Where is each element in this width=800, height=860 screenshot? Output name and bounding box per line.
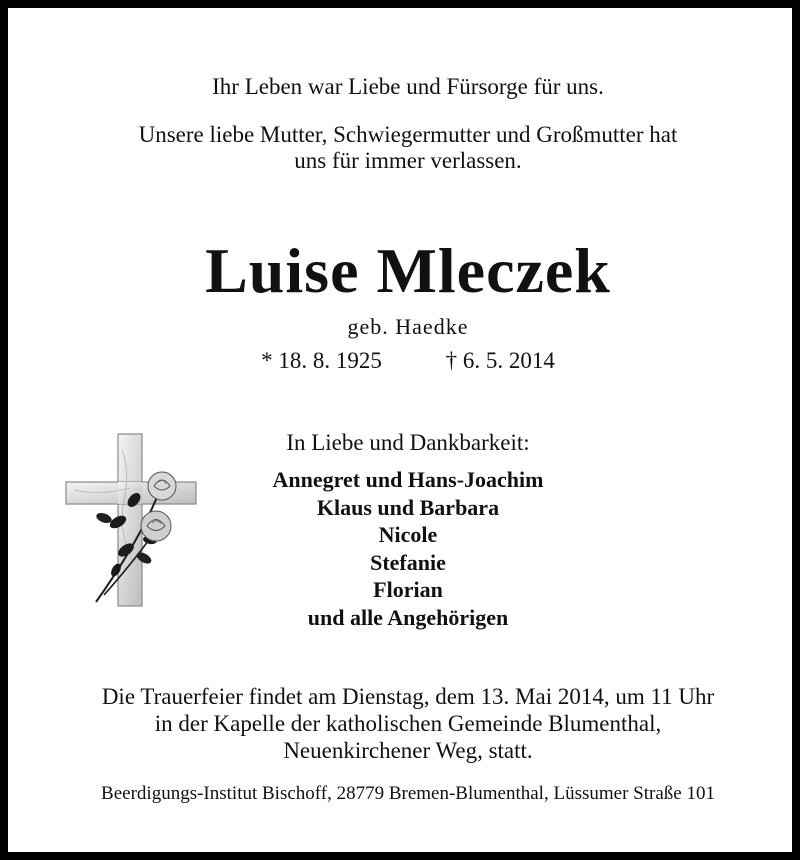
mourners-list xyxy=(208,466,608,631)
service-line: Neuenkirchener Weg, statt. xyxy=(283,738,533,763)
service-line: Die Trauerfeier findet am Dienstag, dem 13. Mai 2014, um 11 Uhr xyxy=(101,684,715,709)
mourner-name: Annegret und Hans-Joachim xyxy=(272,467,544,492)
intro-line: uns für immer verlassen. xyxy=(294,148,522,173)
service-info xyxy=(8,683,800,764)
birth-date: * 18. 8. 1925 xyxy=(261,348,382,373)
mourner-name: Stefanie xyxy=(370,549,446,575)
mourner-name: Nicole xyxy=(378,522,438,547)
intro-line: Ihr Leben war Liebe und Fürsorge für uns. xyxy=(212,74,604,99)
intro-line: Unsere liebe Mutter, Schwiegermutter und Großmutter hat xyxy=(138,122,678,147)
maiden-name: geb. Haedke xyxy=(347,314,469,339)
mourner-name: Klaus und Barbara xyxy=(316,494,500,520)
service-line: in der Kapelle der katholischen Gemeinde Blumenthal, xyxy=(154,711,662,736)
funeral-home-info: Beerdigungs-Institut Bischoff, 28779 Bremen-Blumenthal, Lüssumer Straße 101 xyxy=(101,783,715,804)
death-date: † 6. 5. 2014 xyxy=(445,348,555,373)
cross-with-roses-icon xyxy=(60,430,205,610)
mourners-heading: In Liebe und Dankbarkeit: xyxy=(286,430,530,455)
intro-text xyxy=(8,122,800,174)
deceased-name: Luise Mleczek xyxy=(205,235,611,306)
life-dates xyxy=(8,348,800,374)
mourner-name: und alle Angehörigen xyxy=(307,604,509,630)
mourner-name: Florian xyxy=(373,577,443,602)
